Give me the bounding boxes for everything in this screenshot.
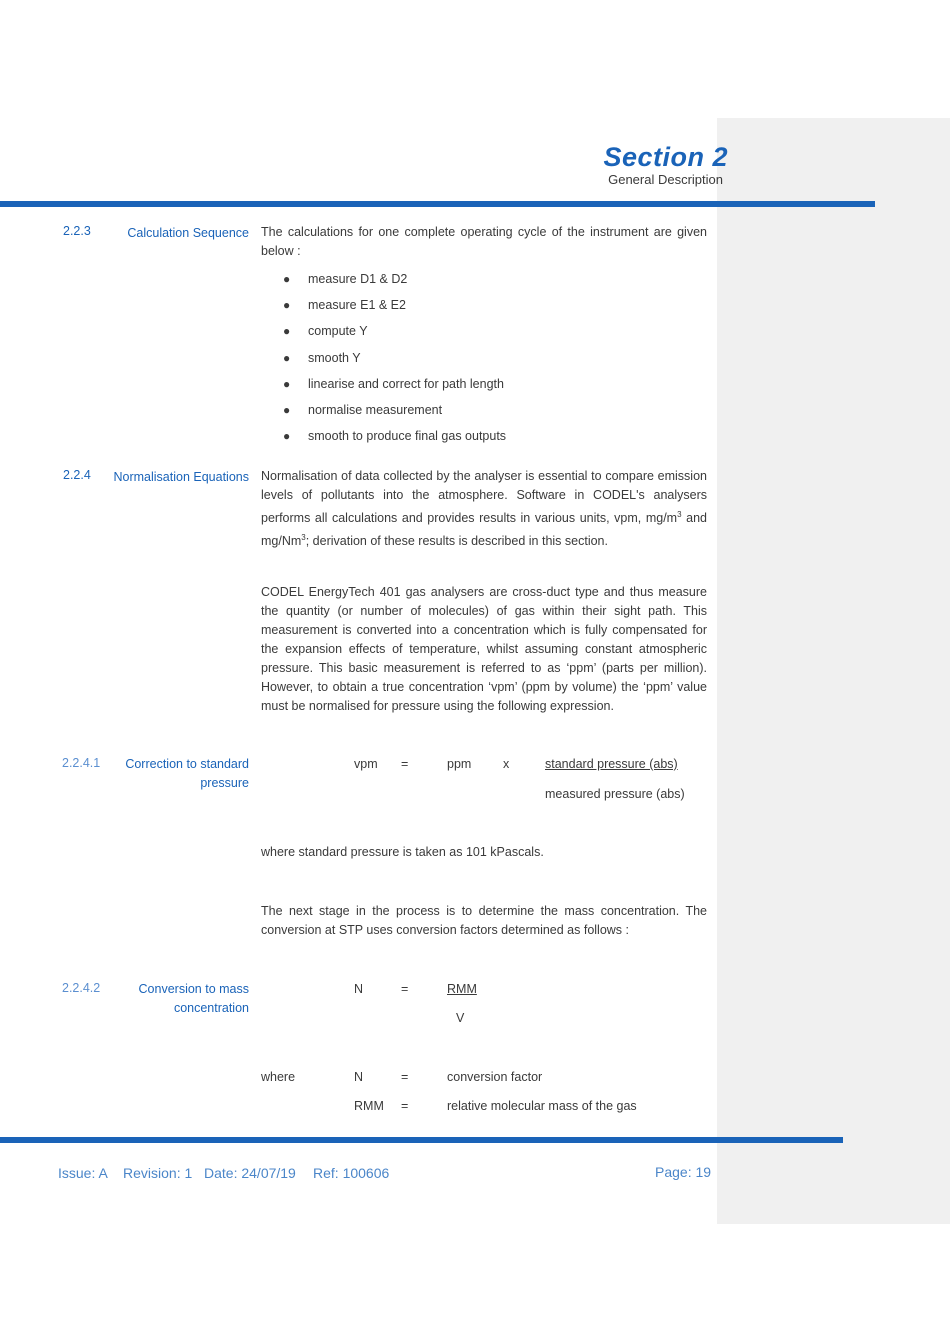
where-label: where	[261, 1070, 296, 1084]
bullet-icon: ●	[283, 324, 291, 339]
bullet-icon: ●	[283, 298, 291, 313]
margin-panel	[717, 118, 950, 1224]
section-number-2-2-4: 2.2.4	[63, 468, 91, 482]
eq-equals: =	[401, 982, 409, 996]
calculation-steps-list	[261, 270, 506, 453]
eq-numerator-rmm: RMM	[447, 982, 477, 996]
section-subtitle: General Description	[608, 172, 723, 187]
eq-denominator-v: V	[456, 1011, 465, 1025]
list-item: ● normalise measurement	[261, 401, 506, 427]
section-title-correction-standard-pressure: Correction to standard pressure	[125, 757, 249, 790]
header-rule	[0, 201, 875, 207]
list-item: ● measure D1 & D2	[261, 270, 506, 296]
eq-lhs-n: N	[354, 982, 364, 996]
eq-numerator: standard pressure (abs)	[545, 757, 678, 771]
analyser-paragraph: CODEL EnergyTech 401 gas analysers are cross-duct type and thus measure the quantity (or number of molecules) of gas within their sight path. This measurement is converted into a concentration which is fully compensated for the expansion effects of temperature, whilst assuming constant atmospheric pressure. This basic measurement is referred to as ‘ppm’ (parts per million). However, to obtain a true concentration ‘vpm’ (ppm by volume) the ‘ppm’ value must be normalised for pressure using the following expression.	[261, 585, 707, 713]
footer-issue: Issue: A	[58, 1165, 108, 1181]
mass-concentration-paragraph: The next stage in the process is to determine the mass concentration. The conversion at STP uses conversion factors determined as follows :	[261, 904, 707, 937]
standard-pressure-note: where standard pressure is taken as 101 kPascals.	[261, 845, 544, 859]
section-number-2-2-3: 2.2.3	[63, 224, 91, 238]
list-item: ● smooth Y	[261, 349, 506, 375]
footer-revision: Revision: 1	[123, 1165, 193, 1181]
bullet-icon: ●	[283, 350, 291, 365]
list-item: ● linearise and correct for path length	[261, 375, 506, 401]
calculation-intro: The calculations for one complete operating cycle of the instrument are given below :	[261, 225, 707, 258]
def-symbol: N	[354, 1070, 364, 1084]
footer-ref: Ref: 100606	[313, 1165, 390, 1181]
bullet-icon: ●	[283, 272, 291, 286]
section-title-normalisation-equations: Normalisation Equations	[113, 470, 249, 484]
footer-rule	[0, 1137, 843, 1143]
section-title-conversion-mass: Conversion to mass concentration	[138, 982, 249, 1015]
section-number-2-2-4-2: 2.2.4.2	[62, 981, 101, 995]
footer-page: Page: 19	[655, 1164, 712, 1180]
def-description: relative molecular mass of the gas	[447, 1099, 637, 1113]
bullet-icon: ●	[283, 376, 291, 391]
normalisation-paragraph: Normalisation of data collected by the analyser is essential to compare emission levels of pollutants into the atmosphere. Software in CODEL's analysers performs all calculations and provides results in various units, vpm, $mg/m^3$ and mg/Nm$^3$; derivation of these results is described in this section.	[261, 469, 707, 549]
def-equals: =	[401, 1099, 409, 1113]
eq-equals: =	[401, 757, 409, 771]
footer-date: Date: 24/07/19	[204, 1165, 296, 1181]
section-title: Section 2	[603, 142, 728, 172]
eq-term-ppm: ppm	[447, 757, 472, 771]
eq-denominator: measured pressure (abs)	[545, 787, 685, 801]
section-title-calculation-sequence: Calculation Sequence	[127, 226, 249, 240]
def-description: conversion factor	[447, 1070, 543, 1084]
def-symbol: RMM	[354, 1099, 384, 1113]
def-equals: =	[401, 1070, 409, 1084]
bullet-icon: ●	[283, 429, 291, 444]
list-item: ● measure E1 & E2	[261, 296, 506, 322]
eq-multiply: x	[503, 757, 510, 771]
list-item: ● compute Y	[261, 322, 506, 348]
section-number-2-2-4-1: 2.2.4.1	[62, 756, 101, 770]
list-item: ● smooth to produce final gas outputs	[261, 427, 506, 453]
bullet-icon: ●	[283, 402, 291, 417]
eq-lhs-vpm: vpm	[354, 757, 378, 771]
